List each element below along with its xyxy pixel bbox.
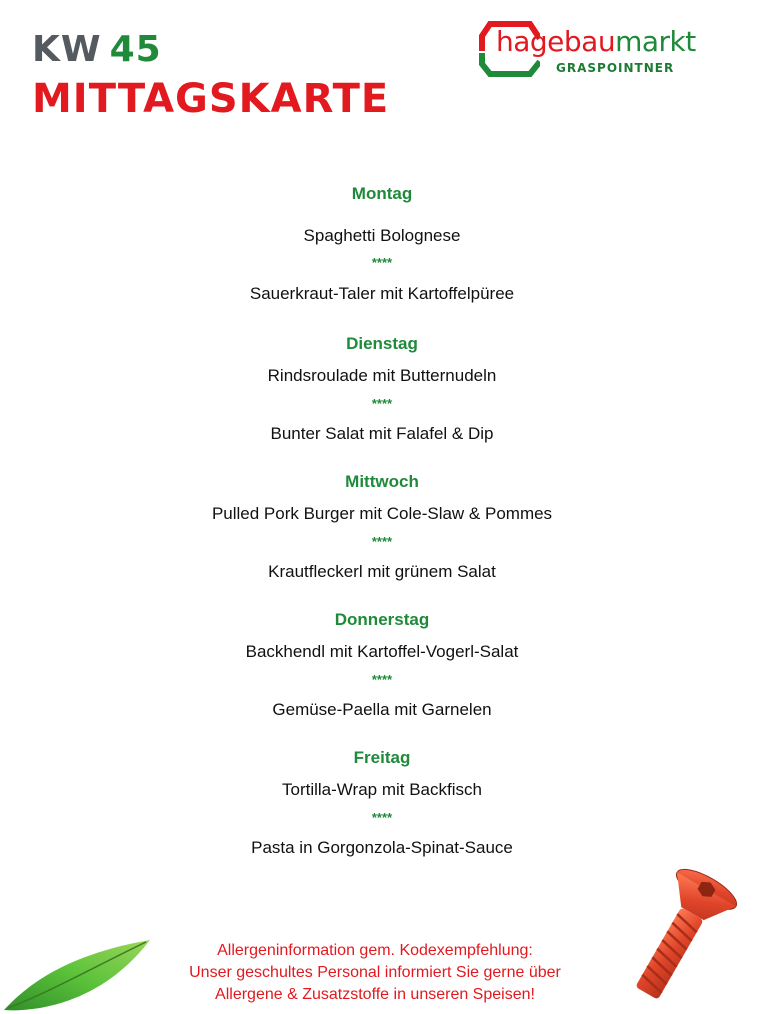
dish-2: Sauerkraut-Taler mit Kartoffelpüree [249, 284, 515, 303]
day-block-monday [0, 184, 764, 304]
dish-2: Krautfleckerl mit grünem Salat [268, 562, 496, 581]
dish-1: Tortilla-Wrap mit Backfisch [282, 780, 482, 799]
dish-1: Pulled Pork Burger mit Cole-Slaw & Pommes [211, 504, 553, 523]
dish-1: Rindsroulade mit Butternudeln [267, 366, 497, 385]
week-label: KW [32, 29, 102, 70]
page-title: MITTAGSKARTE [32, 76, 390, 122]
dish-2: Bunter Salat mit Falafel & Dip [270, 424, 494, 443]
day-block-thursday [0, 610, 764, 720]
dish-separator: **** [371, 396, 393, 411]
dish-separator: **** [371, 534, 393, 549]
allergen-line-3: Allergene & Zusatzstoffe in unseren Speisen! [215, 986, 535, 1003]
allergen-line-1: Allergeninformation gem. Kodexempfehlung: [217, 942, 533, 959]
dish-1: Backhendl mit Kartoffel-Vogerl-Salat [245, 642, 519, 661]
week-heading [32, 30, 162, 70]
allergen-notice [150, 940, 600, 1006]
dish-1: Spaghetti Bolognese [303, 226, 461, 245]
leaf-icon [0, 936, 160, 1014]
dish-2: Pasta in Gorgonzola-Spinat-Sauce [251, 838, 513, 857]
dish-separator: **** [371, 672, 393, 687]
dish-separator: **** [371, 255, 393, 270]
day-block-tuesday [0, 334, 764, 444]
day-name: Montag [351, 184, 413, 203]
dish-separator: **** [371, 810, 393, 825]
day-block-wednesday [0, 472, 764, 582]
screw-icon [604, 862, 754, 1012]
logo-wordmark-part2: markt [615, 25, 696, 58]
hagebaumarkt-logo [478, 18, 740, 80]
week-number: 45 [109, 29, 162, 70]
allergen-line-2: Unser geschultes Personal informiert Sie gerne über [189, 964, 561, 981]
logo-subtitle: GRASPOINTNER [556, 61, 675, 75]
dish-2: Gemüse-Paella mit Garnelen [272, 700, 492, 719]
weekly-menu [0, 184, 764, 858]
logo-wordmark-part1: hagebau [496, 25, 616, 58]
logo-wordmark [496, 26, 696, 58]
day-name: Mittwoch [345, 472, 419, 491]
day-name: Freitag [353, 748, 411, 767]
day-name: Dienstag [346, 334, 418, 353]
day-block-friday [0, 748, 764, 858]
day-name: Donnerstag [334, 610, 430, 629]
